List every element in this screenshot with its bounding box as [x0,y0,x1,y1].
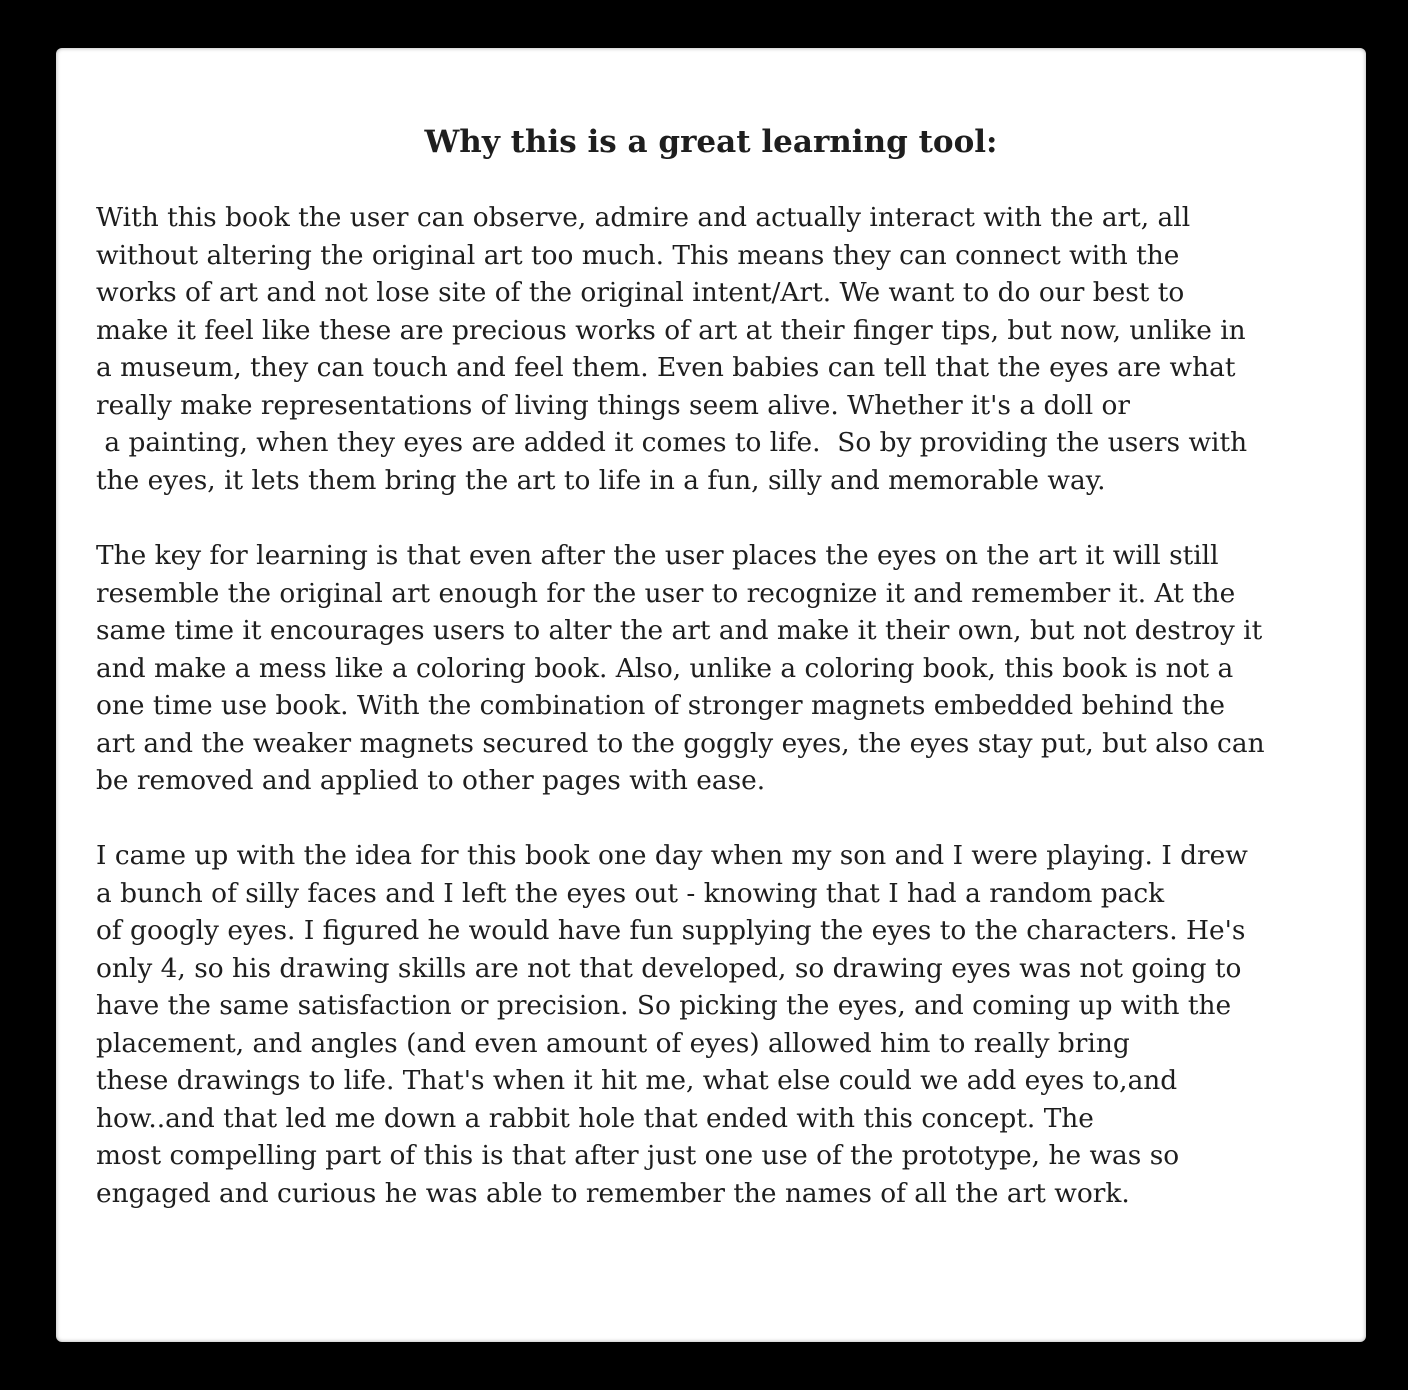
text-line: engaged and curious he was able to remember the names of all the art work. [96,1177,1130,1209]
text-line: and make a mess like a coloring book. Also, unlike a coloring book, this book is not a [96,652,1234,684]
text-line: how..and that led me down a rabbit hole that ended with this concept. The [96,1102,1094,1134]
text-line: of googly eyes. I figured he would have fun supplying the eyes to the characters. He's [96,915,1246,946]
text-line: I came up with the idea for this book one day when my son and I were playing. I drew [96,840,1248,871]
text-line: one time use book. With the combination of stronger magnets embedded behind the [96,690,1226,721]
text-line: these drawings to life. That's when it hit me, what else could we add eyes to,and [96,1065,1178,1096]
document-title: Why this is a great learning tool: [424,124,998,160]
text-line: The key for learning is that even after the user places the eyes on the art it will still [96,540,1219,571]
paragraph-3 [96,837,1346,1212]
text-line: a painting, when they eyes are added it comes to life. So by providing the users with [96,427,1248,458]
text-line: With this book the user can observe, admire and actually interact with the art, all [96,202,1191,233]
text-line: a bunch of silly faces and I left the eyes out - knowing that I had a random pack [96,877,1165,909]
paragraph-1 [96,199,1346,499]
text-line: art and the weaker magnets secured to the goggly eyes, the eyes stay put, but also can [96,727,1265,759]
text-line: make it feel like these are precious works of art at their finger tips, but now, unlike in [96,314,1246,346]
text-line: only 4, so his drawing skills are not that developed, so drawing eyes was not going to [96,952,1242,984]
text-line: placement, and angles (and even amount of eyes) allowed him to really bring [96,1027,1130,1059]
text-line: most compelling part of this is that after just one use of the prototype, he was so [96,1140,1180,1171]
text-line: the eyes, it lets them bring the art to life in a fun, silly and memorable way. [96,464,1106,496]
text-line: without altering the original art too much. This means they can connect with the [96,239,1180,271]
text-line: a museum, they can touch and feel them. Even babies can tell that the eyes are what [96,352,1236,383]
text-line: have the same satisfaction or precision. So picking the eyes, and coming up with the [96,990,1232,1021]
document-card [56,48,1366,1342]
text-line: be removed and applied to other pages with ease. [96,765,766,796]
paragraph-2 [96,537,1346,800]
text-line: resemble the original art enough for the user to recognize it and remember it. At the [96,577,1236,609]
text-line: same time it encourages users to alter the art and make it their own, but not destroy it [96,615,1263,646]
text-line: works of art and not lose site of the original intent/Art. We want to do our best to [96,277,1185,308]
text-line: really make representations of living things seem alive. Whether it's a doll or [96,389,1131,421]
